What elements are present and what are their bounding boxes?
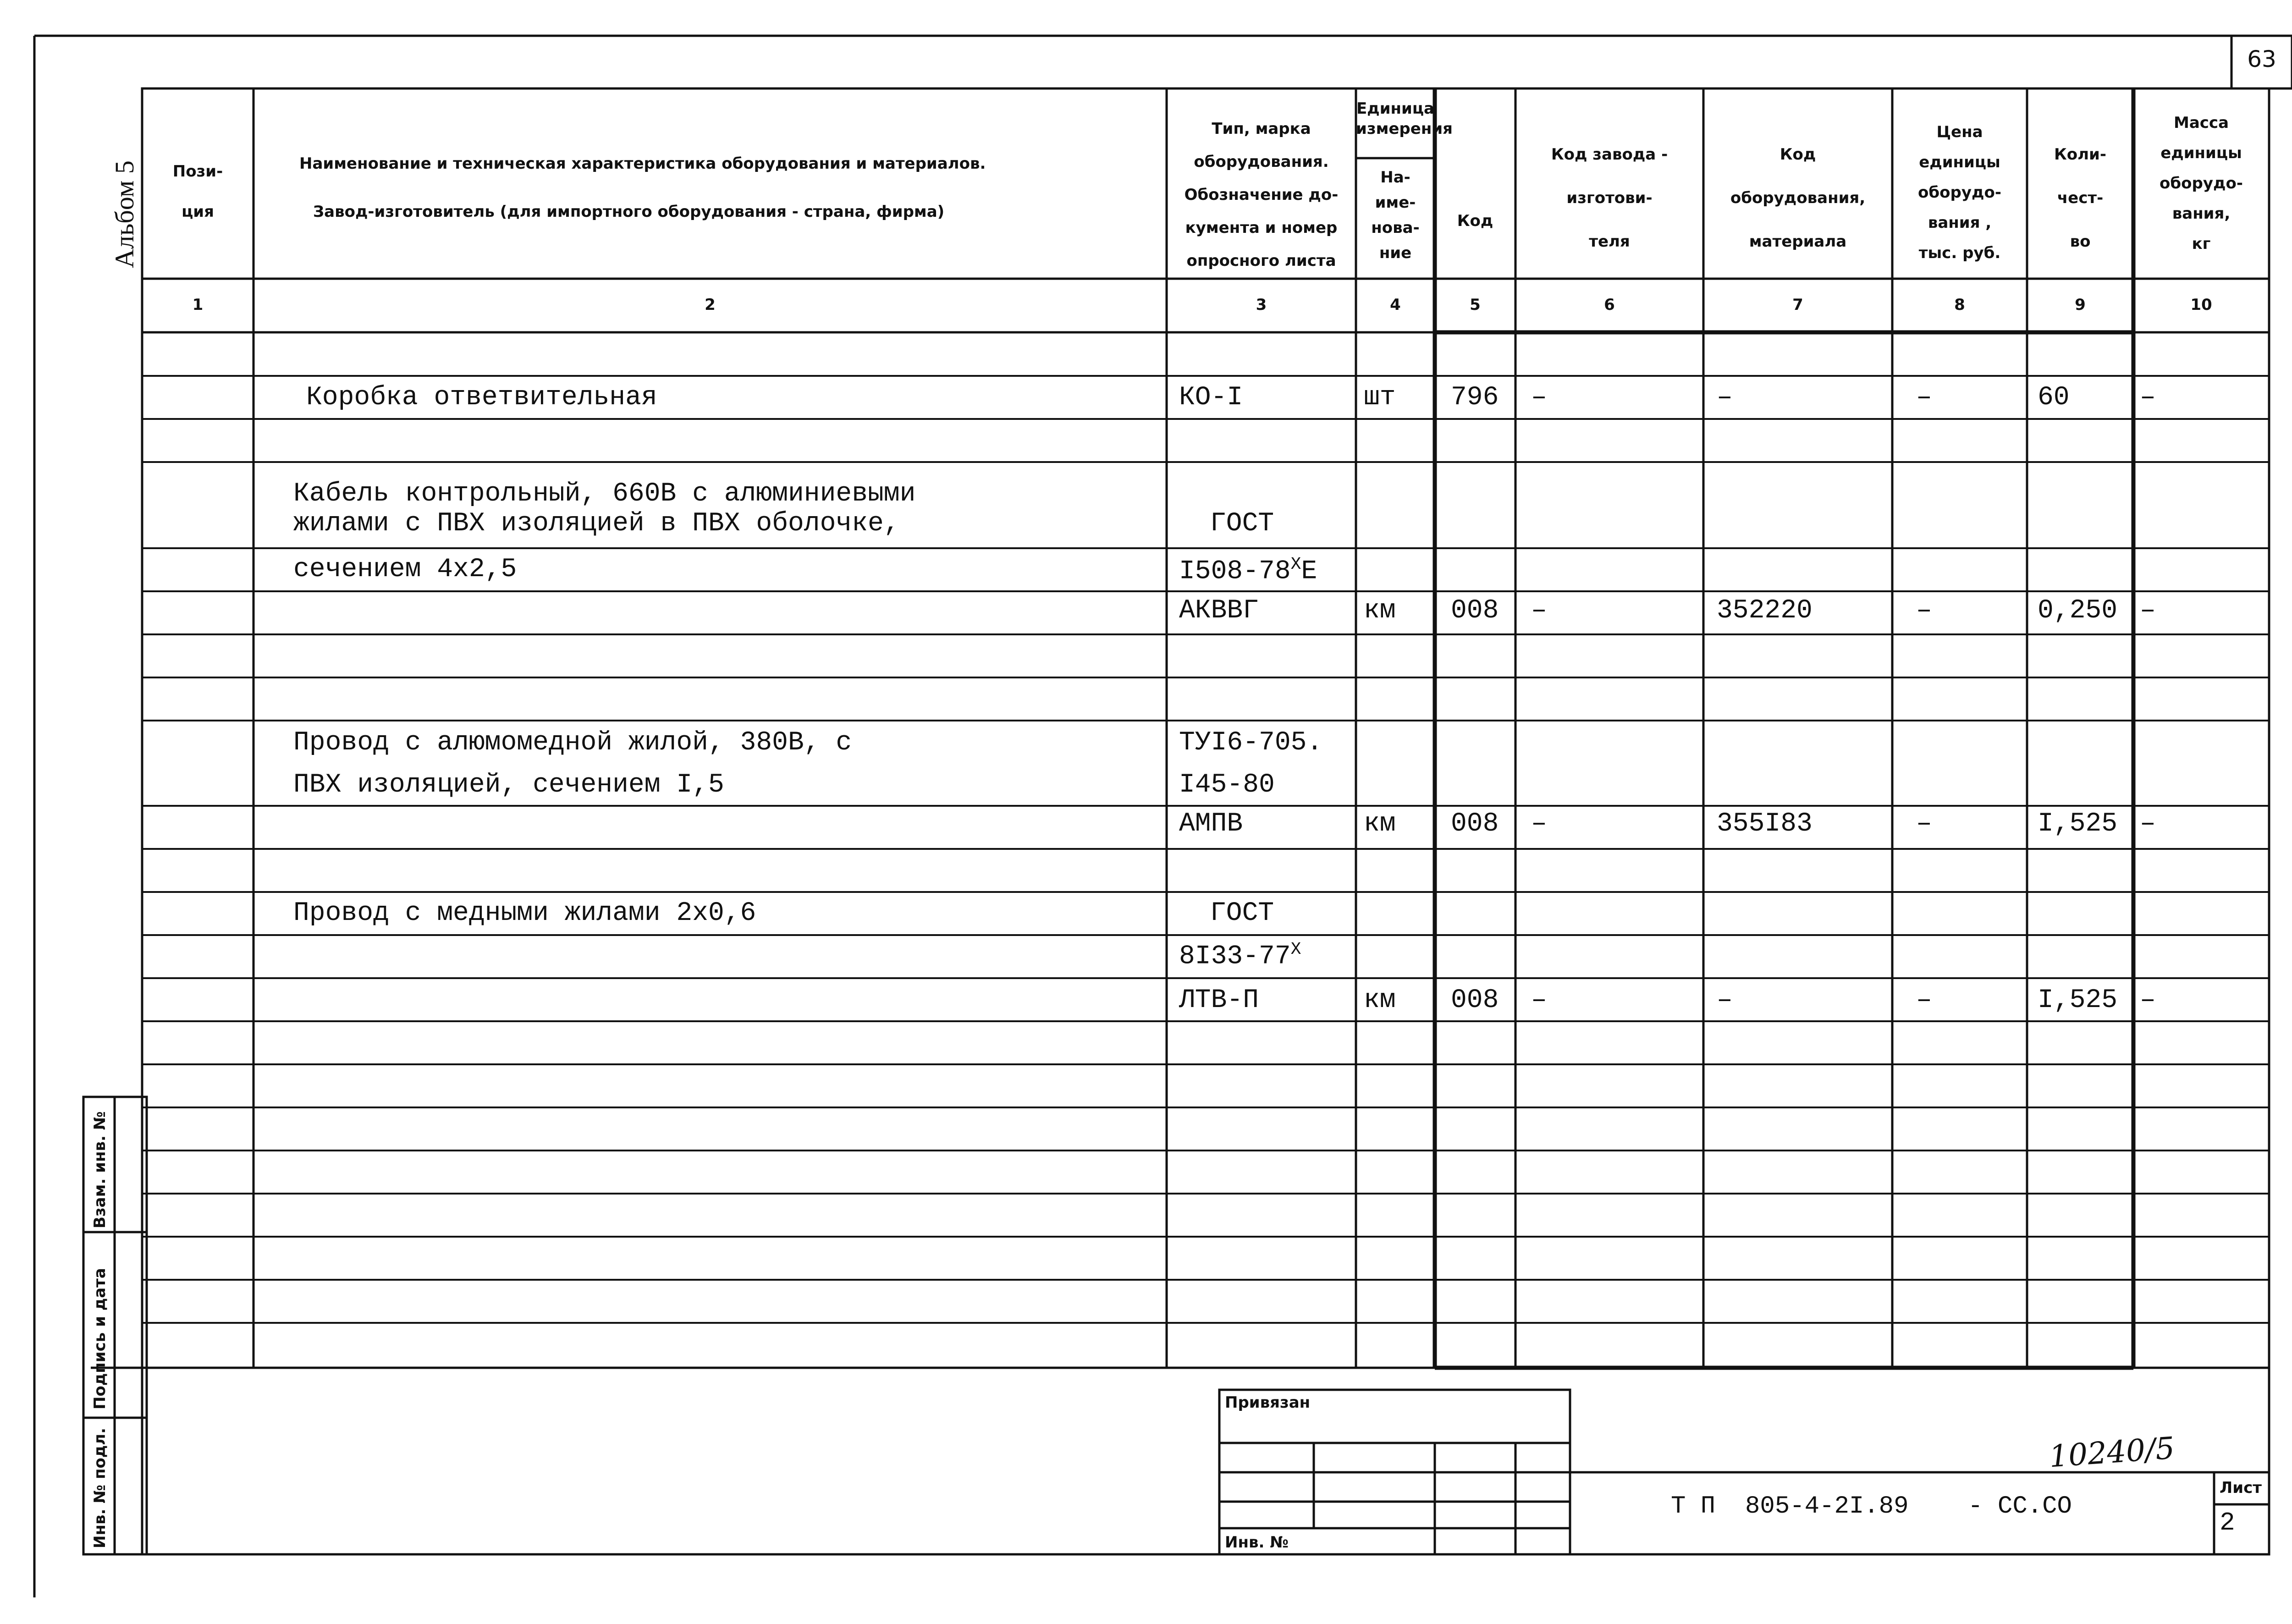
- column-header-8: [1892, 117, 2027, 268]
- column-number-10: 10: [2190, 296, 2212, 314]
- column-header-line: оборудо-: [1918, 183, 2001, 202]
- column-number-5: 5: [1470, 296, 1481, 314]
- cell-text: –: [1531, 809, 1547, 839]
- cell-type: [1179, 940, 1301, 971]
- cell-text: I45-80: [1179, 770, 1275, 800]
- column-header-line: теля: [1589, 232, 1630, 251]
- cell-text: –: [1717, 985, 1733, 1015]
- column-header-line: ние: [1379, 244, 1412, 262]
- column-header-4: [1356, 165, 1435, 266]
- cell-unit: [1364, 383, 1396, 413]
- cell-text: I,525: [2038, 985, 2118, 1015]
- cell-text: –: [1531, 383, 1547, 413]
- cell-text: 355I83: [1717, 809, 1813, 839]
- cell-code: [1451, 596, 1499, 626]
- cell-text: 0,250: [2038, 596, 2118, 626]
- cell-factory: [1531, 809, 1547, 839]
- column-header-line: име-: [1375, 193, 1416, 212]
- cell-text: Провод с медными жилами 2х0,6: [293, 898, 756, 928]
- binding-stamp-grid: [1219, 1390, 2269, 1554]
- cell-text: АКВВГ: [1179, 596, 1259, 626]
- document-code: Т П 805-4-2I.89 - СС.СО: [1671, 1492, 2072, 1520]
- cell-name: [293, 728, 852, 758]
- binding-inv: Инв. №: [1225, 1533, 1289, 1552]
- column-header-line: нова-: [1371, 219, 1420, 237]
- column-header-line: единицы: [1919, 153, 2000, 171]
- cell-text: ЛТВ-П: [1179, 985, 1259, 1015]
- cell-text: –: [1916, 809, 1932, 839]
- cell-unit: [1364, 985, 1396, 1015]
- column-header-line: единицы: [2160, 144, 2242, 162]
- column-header-line: вания ,: [1928, 214, 1992, 232]
- column-header-line: Масса: [2173, 114, 2229, 132]
- cell-name: [293, 555, 517, 584]
- column-header-line: изготови-: [1566, 189, 1653, 207]
- cell-mass: [2140, 596, 2156, 626]
- column-header-line: опросного листа: [1186, 252, 1336, 270]
- column-number-6: 6: [1604, 296, 1615, 314]
- cell-text: ГОСТ: [1210, 898, 1274, 928]
- cell-name: [306, 383, 657, 413]
- column-number-1: 1: [192, 296, 204, 314]
- column-number-3: 3: [1256, 296, 1267, 314]
- cell-type: [1179, 809, 1243, 839]
- cell-text: ПВХ изоляцией, сечением I,5: [293, 770, 724, 800]
- cell-type: [1210, 509, 1274, 539]
- cell-text: –: [2140, 809, 2156, 839]
- cell-qty: [2038, 985, 2117, 1015]
- column-header-line: Код: [1780, 145, 1816, 164]
- stamp-signature-date: Подпись и дата: [91, 1268, 109, 1409]
- stamp-original-inv: Инв. № подл.: [91, 1427, 109, 1548]
- cell-type: [1179, 596, 1259, 626]
- cell-text: –: [1531, 596, 1547, 626]
- cell-code: [1451, 809, 1499, 839]
- cell-text: –: [1531, 985, 1547, 1015]
- cell-mass: [2140, 985, 2156, 1015]
- cell-name: [293, 479, 915, 509]
- cell-mass: [2140, 809, 2156, 839]
- cell-text: ТУI6-705.: [1179, 728, 1323, 758]
- cell-text: км: [1364, 596, 1396, 626]
- cell-qty: [2038, 809, 2117, 839]
- cell-name: [293, 509, 900, 539]
- cell-text: –: [1916, 383, 1932, 413]
- column-header-line: чест-: [2057, 189, 2104, 207]
- column-header-line: Коли-: [2054, 145, 2106, 164]
- column-header-line: Код завода -: [1551, 145, 1668, 164]
- sheet-number: 63: [2247, 46, 2276, 72]
- cell-text: жилами с ПВХ изоляцией в ПВХ оболочке,: [293, 509, 900, 539]
- column-header-line: ция: [182, 203, 214, 221]
- cell-text: Провод с алюмомедной жилой, 380В, с: [293, 728, 852, 758]
- cell-text: –: [1717, 383, 1733, 413]
- cell-text: –: [1916, 596, 1932, 626]
- cell-mass: [2140, 383, 2156, 413]
- cell-text: шт: [1364, 383, 1396, 413]
- cell-text: –: [1916, 985, 1932, 1015]
- cell-text: I,525: [2038, 809, 2118, 839]
- album-label: Альбом 5: [110, 160, 139, 268]
- column-header-10: [2133, 108, 2269, 259]
- cell-equip-code: [1717, 383, 1733, 413]
- column-header-line: вания,: [2172, 204, 2231, 223]
- column-header-1: [142, 151, 253, 232]
- cell-equip-code: [1717, 809, 1813, 839]
- cell-text: КО-I: [1179, 383, 1243, 413]
- cell-equip-code: [1717, 985, 1733, 1015]
- column-header-line: оборудо-: [2160, 174, 2243, 193]
- cell-code: [1451, 985, 1499, 1015]
- stamp-replaced-inv: Взам. инв. №: [91, 1111, 109, 1228]
- column-header-line: материала: [1749, 232, 1847, 251]
- cell-price: [1916, 596, 1932, 626]
- unit-group-header: [1356, 99, 1453, 139]
- cell-text: –: [2140, 383, 2156, 413]
- cell-text: км: [1364, 985, 1396, 1015]
- unit-group-header-line: измерения: [1356, 120, 1453, 138]
- column-header-line: во: [2070, 232, 2091, 251]
- cell-text: АМПВ: [1179, 809, 1243, 839]
- column-header-9: [2027, 133, 2133, 264]
- cell-text: 8I33-77: [1179, 941, 1291, 972]
- column-header-7: [1703, 133, 1892, 264]
- cell-text: 796: [1451, 383, 1499, 413]
- cell-text: 008: [1451, 809, 1499, 839]
- column-number-8: 8: [1954, 296, 1965, 314]
- cell-price: [1916, 383, 1932, 413]
- column-number-2: 2: [705, 296, 716, 314]
- cell-type: [1179, 555, 1317, 586]
- cell-qty: [2038, 596, 2117, 626]
- column-header-line: кг: [2192, 235, 2211, 253]
- cell-unit: [1364, 596, 1396, 626]
- column-header-line: Код: [1457, 212, 1493, 230]
- cell-text: ГОСТ: [1210, 509, 1274, 539]
- sheet-value: 2: [2220, 1508, 2235, 1537]
- column-header-line: Цена: [1936, 123, 1983, 141]
- cell-type: [1179, 728, 1322, 758]
- column-header-6: [1515, 133, 1703, 264]
- cell-factory: [1531, 985, 1547, 1015]
- cell-factory: [1531, 596, 1547, 626]
- cell-factory: [1531, 383, 1547, 413]
- cell-superscript: X: [1290, 555, 1301, 574]
- column-header-line: На-: [1380, 168, 1410, 187]
- cell-type: [1179, 985, 1259, 1015]
- cell-type: [1210, 898, 1274, 928]
- column-header-line: Наименование и техническая характеристика оборудования и материалов.: [299, 154, 986, 173]
- cell-text: 352220: [1717, 596, 1813, 626]
- cell-text: –: [2140, 985, 2156, 1015]
- column-header-line: тыс. руб.: [1918, 244, 2001, 262]
- column-header-line: оборудования.: [1194, 153, 1329, 171]
- cell-text: 008: [1451, 985, 1499, 1015]
- column-header-line: Тип, марка: [1212, 120, 1311, 138]
- column-header-5: [1435, 207, 1515, 235]
- cell-price: [1916, 809, 1932, 839]
- column-header-3: [1167, 112, 1356, 277]
- cell-text: Коробка ответвительная: [306, 383, 657, 413]
- column-header-line: Завод-изготовитель (для импортного оборудования - страна, фирма): [313, 203, 945, 221]
- cell-name: [293, 770, 724, 800]
- cell-equip-code: [1717, 596, 1813, 626]
- cell-text: 008: [1451, 596, 1499, 626]
- cell-text: сечением 4х2,5: [293, 555, 517, 584]
- cell-code: [1451, 383, 1499, 413]
- sheet-label: Лист: [2220, 1479, 2262, 1497]
- column-number-7: 7: [1792, 296, 1803, 314]
- cell-text: 60: [2038, 383, 2070, 413]
- column-header-line: Пози-: [172, 162, 223, 181]
- handwritten-number: 10240/5: [2048, 1430, 2176, 1475]
- cell-name: [293, 898, 756, 928]
- cell-unit: [1364, 809, 1396, 839]
- column-header-line: кумента и номер: [1185, 219, 1338, 237]
- cell-text: км: [1364, 809, 1396, 839]
- cell-suffix: Е: [1301, 556, 1317, 587]
- column-header-line: Обозначение до-: [1184, 186, 1339, 204]
- column-header-2: [299, 140, 1121, 236]
- column-header-line: оборудования,: [1730, 189, 1866, 207]
- cell-text: Кабель контрольный, 660В с алюминиевыми: [293, 479, 916, 509]
- cell-type: [1179, 770, 1275, 800]
- binding-title: Привязан: [1225, 1393, 1311, 1412]
- cell-text: –: [2140, 596, 2156, 626]
- cell-type: [1179, 383, 1243, 413]
- unit-group-header-line: Единица: [1356, 99, 1434, 118]
- cell-price: [1916, 985, 1932, 1015]
- column-number-4: 4: [1390, 296, 1401, 314]
- cell-qty: [2038, 383, 2070, 413]
- cell-superscript: X: [1290, 940, 1301, 959]
- column-number-9: 9: [2075, 296, 2086, 314]
- cell-text: I508-78: [1179, 556, 1291, 587]
